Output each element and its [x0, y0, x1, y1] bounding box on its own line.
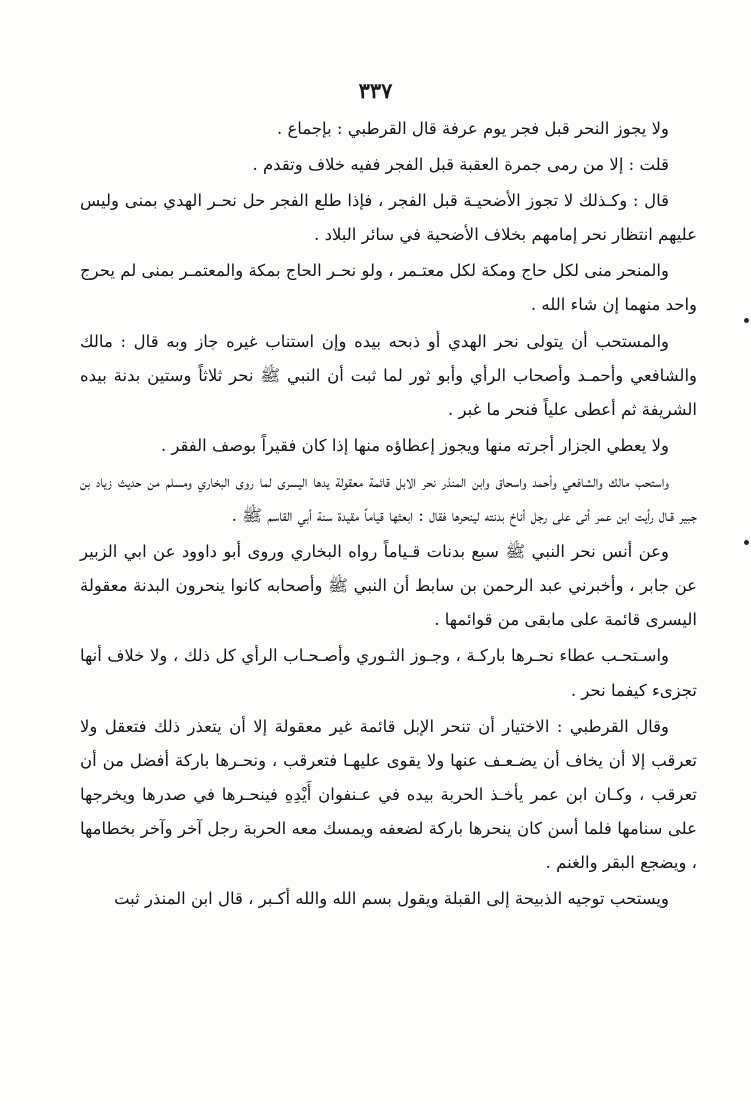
paragraph: وعن أنس نحر النبي ﷺ سبع بدنات قـياماً رواه البخاري وروى أبو داوود عن ابي الزبير عن جابر ، وأخبرني عبد الرحمن بن سابط أن النبي ﷺ وأصحابه كانوا ينحرون البدنة معقولة اليسرى قائمة على مابقى من قوائمها . [80, 542, 697, 630]
paragraph: وقال القرطبي : الاختيار أن تنحر الإبل قائمة غير معقولة إلا أن يتعذر ذلك فتعقل ولا تعرقب إلا أن يخاف أن يضـعـف عنها ولا يقوى عليهـا فتعرقب ، ونحـرها باركة أفضل من أن تعرقب ، وكـان ابن عمر يأخـذ الحربة بيده في عـنفوان أَيْدِهِ فينحـرها في صدرها ويخرجها على سنامها فلما أسن كان ينحرها باركة لضعفه ويمسك معه الحربة رجل آخر وآخر بخطامها ، ويضجع البقر والغنم . [80, 716, 697, 872]
page-number: ٣٣٧ [358, 78, 393, 103]
paragraph: والمنحر منى لكل حاج ومكة لكل معتـمر ، ولو نحـر الحاج بمكة والمعتمـر بمنى لم يحرج واحد منهما إن شاء الله . [80, 261, 697, 315]
paragraph: واسـتحـب عطاء نحـرها باركـة ، وجـوز الثـوري وأصـحـاب الرأي كل ذلك ، ولا خلاف أنها تجزىء كيفما نحر . [80, 646, 697, 700]
paragraph: والمستحب أن يتولى نحر الهدي أو ذبحه بيده وإن استناب غيره جاز وبه قال : مالك والشافعي وأحمـد وأصحاب الرأي وأبو ثور لما ثبت أن النبي ﷺ نحر ثلاثاً وستين بدنة بيده الشريفة ثم أعطى علياً فنحر ما غبر . [80, 331, 697, 419]
binding-dot-mark [744, 540, 749, 545]
binding-dot-mark [744, 318, 749, 323]
paragraph: واستحب مالك والشافعي وأحمد واسحاق وابن المنذر نحر الابل قائمة معقولة يدها اليسرى لما روى البخاري ومسلم من حديث زياد بن جبير قـال رأيت ابن عمر أتى على رجل أناخ بدنته لينحرها فقال : ابعثها قياماً مقيدة سنة أبي القاسم ﷺ . [80, 471, 697, 526]
paragraph: ويستحب توجيه الذبيحة إلى القبلة ويقول بسم الله والله أكـبر ، قال ابن المنذر ثبت [113, 889, 669, 909]
paragraph: قال : وكـذلك لا تجوز الأضحيـة قبل الفجر ، فإذا طلع الفجر حل نحـر الهدي بمنى وليس عليهم انتظار نحر إمامهم بخلاف الأضحية في سائر البلاد . [80, 191, 697, 245]
paragraph: ولا يجوز النحر قبل فجر يوم عرفة قال القرطبي : بإجماع . [276, 119, 669, 138]
paragraph: ولا يعطي الجزار أجرته منها ويجوز إعطاؤه منها إذا كان فقيراً بوصف الفقر . [160, 435, 669, 455]
paragraph: قلت : إلا من رمى جمرة العقبة قبل الفجر ففيه خلاف وتقدم . [252, 155, 669, 175]
body-text [80, 112, 697, 918]
